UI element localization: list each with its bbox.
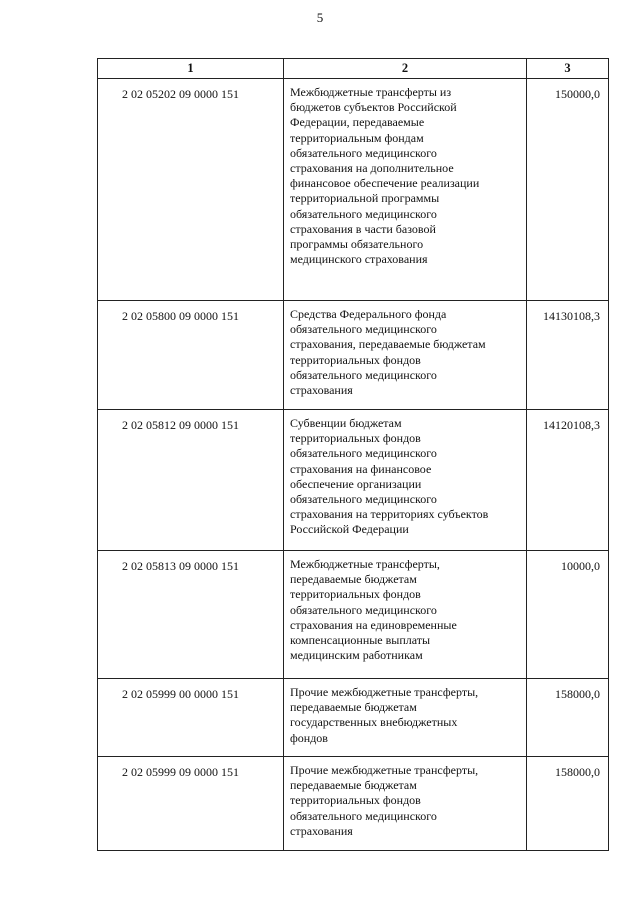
amount: 150000,0 [527, 79, 609, 301]
column-header-2: 2 [284, 59, 527, 79]
page-number: 5 [316, 10, 324, 25]
row-description [284, 551, 527, 679]
amount: 158000,0 [527, 757, 609, 851]
description-text: Средства Федерального фонда обязательного медицинского страхования, передаваемые бюджетам территориальных фондов обязательного медицинского страхования [290, 307, 486, 398]
table-row [98, 79, 609, 301]
budget-code: 2 02 05812 09 0000 151 [98, 410, 284, 551]
budget-code: 2 02 05813 09 0000 151 [98, 551, 284, 679]
description-text: Межбюджетные трансферты из бюджетов субъектов Российской Федерации, передаваемые территориальным фондам обязательного медицинского страхования на дополнительное финансовое обеспечение реализации территориальной программы обязательного медицинского страхования в части базовой программы обязательного медицинского страхования [290, 85, 480, 267]
budget-code: 2 02 05999 00 0000 151 [98, 679, 284, 757]
table-row [98, 679, 609, 757]
row-description [284, 757, 527, 851]
description-text: Прочие межбюджетные трансферты, передаваемые бюджетам территориальных фондов обязательного медицинского страхования [290, 763, 479, 838]
amount: 14130108,3 [527, 301, 609, 410]
description-text: Межбюджетные трансферты, передаваемые бюджетам территориальных фондов обязательного медицинского страхования на единовременные компенсационные выплаты медицинским работникам [290, 557, 457, 663]
amount: 10000,0 [527, 551, 609, 679]
budget-code: 2 02 05999 09 0000 151 [98, 757, 284, 851]
budget-table [97, 58, 609, 851]
table-header-row [98, 59, 609, 79]
budget-code: 2 02 05800 09 0000 151 [98, 301, 284, 410]
row-description [284, 679, 527, 757]
table-row [98, 757, 609, 851]
table-row [98, 301, 609, 410]
row-description [284, 410, 527, 551]
table-row [98, 551, 609, 679]
amount: 158000,0 [527, 679, 609, 757]
table-row [98, 410, 609, 551]
column-header-1: 1 [98, 59, 284, 79]
budget-code: 2 02 05202 09 0000 151 [98, 79, 284, 301]
column-header-3: 3 [527, 59, 609, 79]
description-text: Субвенции бюджетам территориальных фондов обязательного медицинского страхования на финансовое обеспечение организации обязательного медицинского страхования на территориях субъектов Российской Федерации [290, 416, 489, 537]
amount: 14120108,3 [527, 410, 609, 551]
row-description [284, 79, 527, 301]
row-description [284, 301, 527, 410]
description-text: Прочие межбюджетные трансферты, передаваемые бюджетам государственных внебюджетных фондов [290, 685, 479, 745]
